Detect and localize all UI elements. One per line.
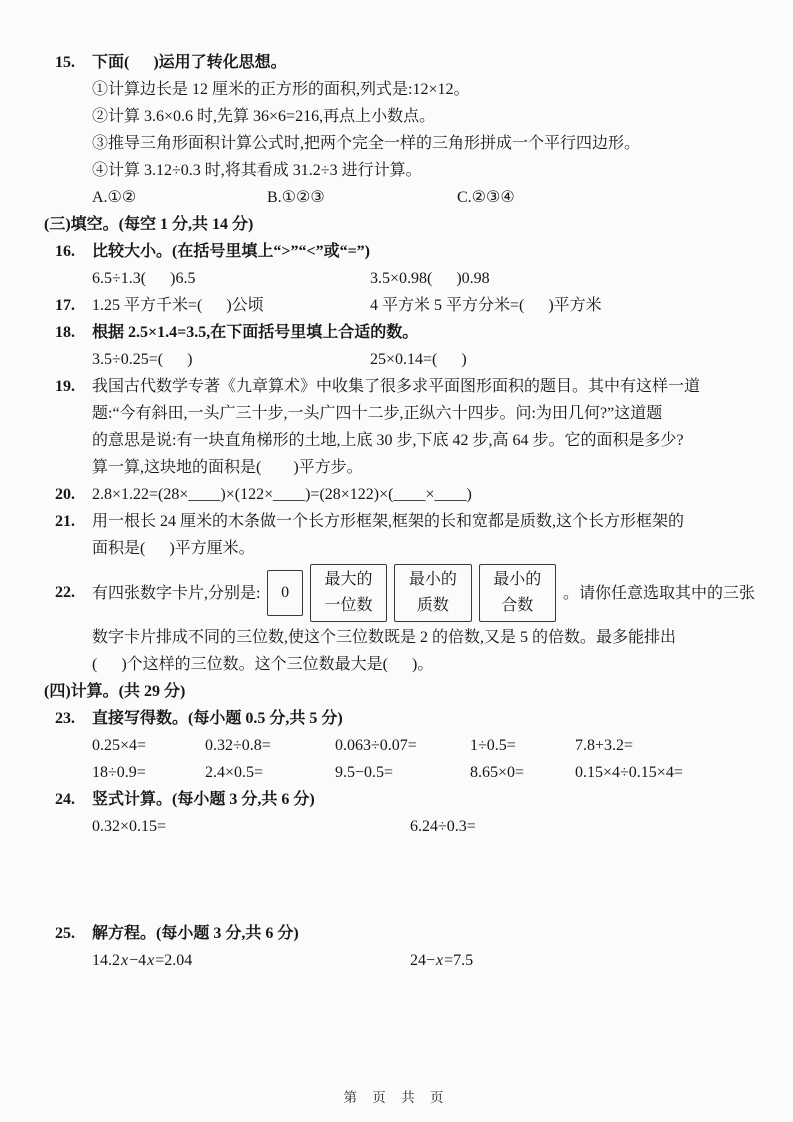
calc-item: 7.8+3.2= (575, 737, 634, 754)
card-line: 质数 (416, 597, 449, 614)
section-3-header: (三)填空。(每空 1 分,共 14 分) (44, 216, 254, 233)
calc-item: 2.4×0.5= (205, 764, 264, 781)
question-15 (55, 49, 755, 211)
eq-part: =7.5 (444, 952, 474, 969)
question-24-number: 24. (55, 791, 75, 808)
calc-item: 8.65×0= (470, 764, 525, 781)
question-16 (55, 238, 755, 292)
eq-part: =2.04 (155, 952, 193, 969)
digit-card-0 (267, 570, 302, 616)
question-24-problems (92, 813, 755, 840)
question-25-right-equation (410, 947, 755, 974)
question-17 (55, 292, 755, 319)
option-c: C.②③④ (457, 189, 515, 206)
question-19-line-1: 我国古代数学专著《九章算术》中收集了很多求平面图形面积的题目。其中有这样一道 (92, 378, 701, 395)
question-22-number: 22. (55, 584, 75, 601)
calc-item: 0.063÷0.07= (335, 737, 417, 754)
digit-card-smallest-composite (479, 564, 556, 622)
question-23 (55, 705, 755, 786)
question-18-number: 18. (55, 324, 75, 341)
question-16-blanks (92, 265, 755, 292)
eq-part: −4 (129, 952, 147, 969)
calc-item: 9.5−0.5= (335, 764, 394, 781)
question-18-right: 25×0.14=( ) (370, 351, 467, 368)
question-17-blanks (92, 292, 755, 319)
question-21-line-1: 用一根长 24 厘米的木条做一个长方形框架,框架的长和宽都是质数,这个长方形框架的 (92, 513, 685, 530)
question-17-right: 4 平方米 5 平方分米=( )平方米 (370, 297, 602, 314)
question-20-equation: 2.8×1.22=(28×____)×(122×____)=(28×122)×(____×____) (92, 486, 472, 503)
question-25-stem: 解方程。(每小题 3 分,共 6 分) (92, 925, 299, 942)
question-18-blanks (92, 346, 755, 373)
question-18-left: 3.5÷0.25=( ) (92, 351, 193, 368)
card-line: 合数 (501, 597, 534, 614)
worked-calculation-space (92, 840, 755, 920)
question-19-line-2: 题:“今有斜田,一头广三十步,一头广四十二步,正纵六十四步。问:为田几何?”这道题 (92, 405, 663, 422)
card-line: 最小的 (493, 571, 542, 588)
question-24-right: 6.24÷0.3= (410, 818, 476, 835)
question-15-item-2: ②计算 3.6×0.6 时,先算 36×6=216,再点上小数点。 (92, 108, 436, 125)
digit-card-smallest-prime (394, 564, 471, 622)
question-17-left: 1.25 平方千米=( )公顷 (92, 297, 264, 314)
question-15-stem: 下面( )运用了转化思想。 (92, 54, 287, 71)
question-19 (55, 373, 755, 481)
calc-item: 1÷0.5= (470, 737, 516, 754)
question-15-item-1: ①计算边长是 12 厘米的正方形的面积,列式是:12×12。 (92, 81, 470, 98)
question-16-right: 3.5×0.98( )0.98 (370, 270, 490, 287)
variable-x: x (436, 952, 444, 969)
question-22-lead: 有四张数字卡片,分别是: (92, 584, 261, 602)
option-b: B.①②③ (267, 189, 325, 206)
question-15-item-3: ③推导三角形面积计算公式时,把两个完全一样的三角形拼成一个平行四边形。 (92, 135, 641, 152)
card-line: 最大的 (324, 571, 373, 588)
question-19-line-4: 算一算,这块地的面积是( )平方步。 (92, 459, 363, 476)
question-25-left-equation (92, 947, 410, 974)
calc-item: 0.25×4= (92, 737, 147, 754)
question-19-line-3: 的意思是说:有一块直角梯形的土地,上底 30 步,下底 42 步,高 64 步。它的面积是多少? (92, 432, 684, 449)
option-a: A.①② (92, 189, 137, 206)
question-17-number: 17. (55, 297, 75, 314)
question-25-number: 25. (55, 925, 75, 942)
digit-card-largest-one-digit (310, 564, 387, 622)
question-25-equations (92, 947, 755, 974)
question-20 (55, 481, 755, 508)
question-25 (55, 920, 755, 974)
question-19-number: 19. (55, 378, 75, 395)
question-24-left: 0.32×0.15= (92, 818, 167, 835)
card-line: 最小的 (408, 571, 457, 588)
section-4-header: (四)计算。(共 29 分) (44, 683, 186, 700)
question-22 (55, 562, 755, 678)
question-24-stem: 竖式计算。(每小题 3 分,共 6 分) (92, 791, 315, 808)
exam-content (44, 49, 755, 974)
question-18 (55, 319, 755, 373)
question-15-item-4: ④计算 3.12÷0.3 时,将其看成 31.2÷3 进行计算。 (92, 162, 422, 179)
question-22-after-cards: 。请你任意选取其中的三张 (562, 584, 755, 602)
variable-x: x (121, 952, 129, 969)
question-15-options (92, 184, 755, 211)
question-18-stem: 根据 2.5×1.4=3.5,在下面括号里填上合适的数。 (92, 324, 419, 341)
question-16-left: 6.5÷1.3( )6.5 (92, 270, 196, 287)
eq-part: 14.2 (92, 952, 120, 969)
calc-item: 0.32÷0.8= (205, 737, 271, 754)
calc-item: 0.15×4÷0.15×4= (575, 764, 683, 781)
question-23-row-2 (92, 759, 755, 786)
question-22-line-3: ( )个这样的三位数。这个三位数最大是( )。 (92, 656, 434, 673)
question-21 (55, 508, 755, 562)
question-24 (55, 786, 755, 920)
page-footer: 第 页 共 页 (343, 1090, 450, 1105)
question-15-number: 15. (55, 54, 75, 71)
question-21-number: 21. (55, 513, 75, 530)
digit-card-0-label: 0 (281, 584, 290, 601)
question-22-line-2: 数字卡片排成不同的三位数,使这个三位数既是 2 的倍数,又是 5 的倍数。最多能排出 (92, 629, 677, 646)
calc-item: 18÷0.9= (92, 764, 146, 781)
question-23-number: 23. (55, 710, 75, 727)
question-20-number: 20. (55, 486, 75, 503)
question-21-line-2: 面积是( )平方厘米。 (92, 540, 255, 557)
card-line: 一位数 (324, 597, 373, 614)
question-16-stem: 比较大小。(在括号里填上“>”“<”或“=”) (92, 243, 371, 260)
eq-part: 24− (410, 952, 436, 969)
variable-x: x (147, 952, 155, 969)
question-22-cards-row (92, 562, 755, 624)
question-23-stem: 直接写得数。(每小题 0.5 分,共 5 分) (92, 710, 343, 727)
question-23-row-1 (92, 732, 755, 759)
question-16-number: 16. (55, 243, 75, 260)
